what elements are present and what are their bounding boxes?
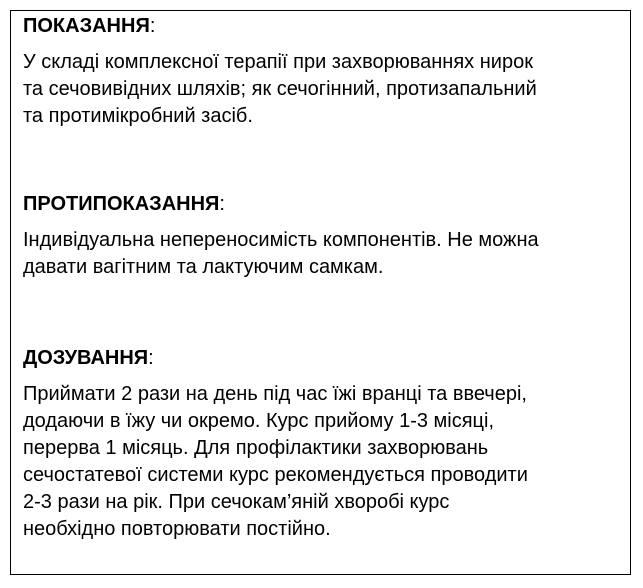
body-line: У складі комплексної терапії при захворюваннях нирок — [23, 51, 533, 73]
body-line: та сечовивідних шляхів; як сечогінний, протизапальний — [23, 78, 537, 100]
heading-colon: : — [219, 193, 225, 215]
heading-colon: : — [148, 347, 154, 369]
section-heading — [23, 345, 622, 372]
section-heading — [23, 191, 622, 218]
heading-text: ПРОТИПОКАЗАННЯ — [23, 193, 220, 215]
body-line: 2-3 рази на рік. При сечокам’яній хворобі курс — [23, 491, 450, 513]
section-body — [23, 49, 622, 130]
section-heading — [23, 13, 622, 40]
section-indications — [23, 13, 622, 130]
section-body — [23, 381, 622, 543]
instruction-box — [10, 10, 631, 575]
body-line: Індивідуальна непереносимість компонентів. Не можна — [23, 229, 539, 251]
body-line: давати вагітним та лактуючим самкам. — [23, 256, 384, 278]
body-line: перерва 1 місяць. Для профілактики захворювань — [23, 437, 489, 459]
heading-text: ДОЗУВАННЯ — [23, 347, 149, 369]
heading-colon: : — [149, 15, 156, 37]
section-contraindications — [23, 191, 622, 281]
body-line: Приймати 2 рази на день під час їжі вранці та ввечері, — [23, 383, 527, 405]
body-line: необхідно повторювати постійно. — [23, 518, 331, 540]
section-dosage — [23, 345, 622, 543]
body-line: та протимікробний засіб. — [23, 105, 253, 127]
body-line: додаючи в їжу чи окремо. Курс прийому 1-3 місяці, — [23, 410, 495, 432]
body-line: сечостатевої системи курс рекомендується проводити — [23, 464, 528, 486]
section-body — [23, 227, 622, 281]
heading-text: ПОКАЗАННЯ — [23, 15, 150, 37]
